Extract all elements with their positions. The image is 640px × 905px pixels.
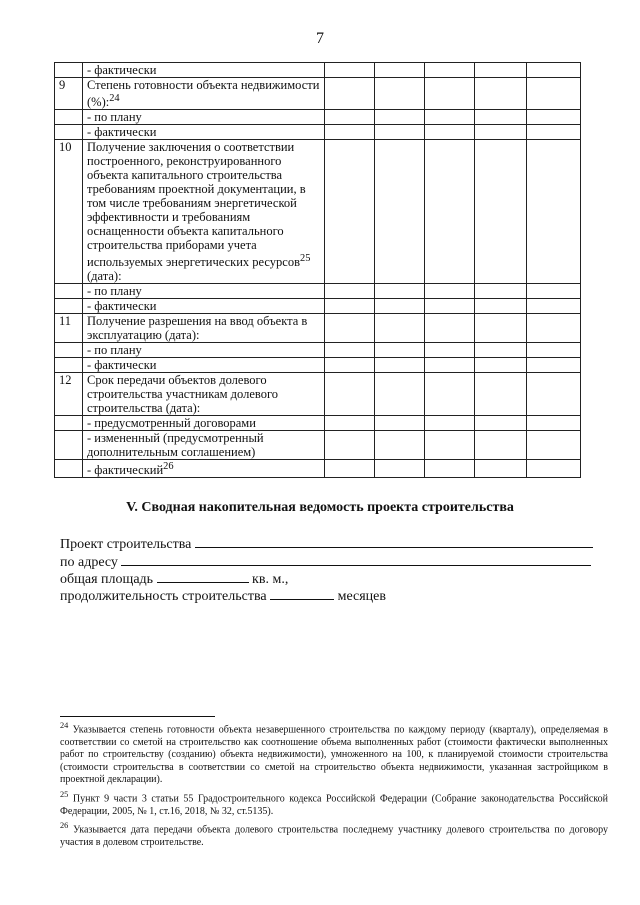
table-row xyxy=(55,110,581,125)
empty-cell xyxy=(475,78,527,110)
empty-cell xyxy=(527,314,581,343)
row-number xyxy=(55,460,83,478)
empty-cell xyxy=(475,140,527,284)
empty-cell xyxy=(527,125,581,140)
duration-unit: месяцев xyxy=(337,589,387,604)
row-number xyxy=(55,63,83,78)
empty-cell xyxy=(375,314,425,343)
row-text: Срок передачи объектов долевого строительства участникам долевого строительства (дата): xyxy=(87,373,279,416)
footnote-mark: 24 xyxy=(60,721,69,730)
row-text: - измененный (предусмотренный дополнительным соглашением) xyxy=(87,431,264,460)
row-number xyxy=(55,125,83,140)
empty-cell xyxy=(475,314,527,343)
project-line xyxy=(60,535,593,553)
empty-cell xyxy=(375,431,425,460)
row-text: Получение разрешения на ввод объекта в эксплуатацию (дата): xyxy=(87,314,308,343)
table-row xyxy=(55,314,581,343)
empty-cell xyxy=(375,78,425,110)
table-row xyxy=(55,373,581,416)
address-line xyxy=(60,553,591,571)
footnote-text: Пункт 9 части 3 статьи 55 Градостроительного кодекса Российской Федерации (Собрание законодательства Российской Федерации, 2005, № 1, ст.16, 2018, № 32, ст.5135). xyxy=(60,793,608,817)
empty-cell xyxy=(475,299,527,314)
table-row xyxy=(55,78,581,110)
table-row xyxy=(55,299,581,314)
row-number xyxy=(55,299,83,314)
footnote-ref: 24 xyxy=(109,93,120,104)
footnote-ref: 26 xyxy=(163,461,174,473)
row-number: 11 xyxy=(55,314,83,343)
row-description xyxy=(83,125,325,140)
row-text: - фактически xyxy=(87,358,157,373)
area-unit: кв. м., xyxy=(252,572,289,587)
empty-cell xyxy=(425,373,475,416)
empty-cell xyxy=(325,140,375,284)
empty-cell xyxy=(425,314,475,343)
footnote-26 xyxy=(60,820,608,849)
footnote-24 xyxy=(60,720,608,787)
row-text: Получение заключения о соответствии построенного, реконструированного объекта капитального строительства требованиям проектной документации, в том числе требованиям энергетической эффективности и требованиям оснащенности объекта капитального строительства приборами учета используемых энергетических ресурсов xyxy=(87,140,306,270)
empty-cell xyxy=(527,343,581,358)
footnote-mark: 25 xyxy=(60,789,69,799)
table-row xyxy=(55,431,581,460)
empty-cell xyxy=(425,78,475,110)
empty-cell xyxy=(527,78,581,110)
footnote-text: Указывается дата передачи объекта долевого строительства последнему участнику долевого строительства по договору участия в долевом строительстве. xyxy=(60,824,608,848)
row-number xyxy=(55,343,83,358)
table-row xyxy=(55,343,581,358)
row-description xyxy=(83,373,325,416)
empty-cell xyxy=(425,125,475,140)
table-row xyxy=(55,416,581,431)
empty-cell xyxy=(475,358,527,373)
empty-cell xyxy=(325,284,375,299)
row-number: 9 xyxy=(55,78,83,110)
empty-cell xyxy=(375,460,425,478)
row-text: - по плану xyxy=(87,284,142,299)
row-number xyxy=(55,284,83,299)
empty-cell xyxy=(325,373,375,416)
empty-cell xyxy=(425,358,475,373)
empty-cell xyxy=(425,140,475,284)
empty-cell xyxy=(375,373,425,416)
empty-cell xyxy=(475,343,527,358)
duration-blank xyxy=(270,587,334,600)
table-row xyxy=(55,63,581,78)
row-description xyxy=(83,78,325,110)
empty-cell xyxy=(375,416,425,431)
empty-cell xyxy=(475,125,527,140)
empty-cell xyxy=(425,284,475,299)
empty-cell xyxy=(325,358,375,373)
empty-cell xyxy=(475,63,527,78)
empty-cell xyxy=(527,416,581,431)
empty-cell xyxy=(475,373,527,416)
area-line xyxy=(60,570,288,588)
empty-cell xyxy=(425,460,475,478)
empty-cell xyxy=(527,431,581,460)
empty-cell xyxy=(475,460,527,478)
empty-cell xyxy=(375,343,425,358)
empty-cell xyxy=(375,358,425,373)
empty-cell xyxy=(325,416,375,431)
duration-line xyxy=(60,587,386,605)
row-number: 12 xyxy=(55,373,83,416)
footnote-ref: 25 xyxy=(299,253,311,265)
empty-cell xyxy=(375,299,425,314)
project-label: Проект строительства xyxy=(60,537,192,552)
empty-cell xyxy=(425,110,475,125)
row-text: - по плану xyxy=(87,343,142,358)
empty-cell xyxy=(425,63,475,78)
row-number: 10 xyxy=(55,140,83,284)
project-blank xyxy=(195,535,593,548)
empty-cell xyxy=(425,299,475,314)
progress-table xyxy=(54,62,581,478)
row-description xyxy=(83,140,325,284)
row-text: - предусмотренный договорами xyxy=(87,416,256,431)
row-text: - фактический xyxy=(87,463,164,478)
area-blank xyxy=(157,570,249,583)
footnote-rule xyxy=(60,716,215,717)
row-text: - фактически xyxy=(87,63,157,77)
empty-cell xyxy=(325,110,375,125)
empty-cell xyxy=(375,110,425,125)
empty-cell xyxy=(475,284,527,299)
empty-cell xyxy=(425,343,475,358)
empty-cell xyxy=(325,125,375,140)
footnotes xyxy=(60,720,608,851)
table-row xyxy=(55,358,581,373)
page-number: 7 xyxy=(316,30,324,47)
empty-cell xyxy=(375,63,425,78)
row-number xyxy=(55,358,83,373)
empty-cell xyxy=(527,358,581,373)
empty-cell xyxy=(527,284,581,299)
empty-cell xyxy=(325,460,375,478)
row-description xyxy=(83,110,325,125)
table-row xyxy=(55,140,581,284)
empty-cell xyxy=(425,416,475,431)
row-number xyxy=(55,416,83,431)
row-description xyxy=(83,416,325,431)
row-number xyxy=(55,431,83,460)
row-description xyxy=(83,460,325,478)
row-text: Степень готовности объекта недвижимости (%): xyxy=(87,78,320,110)
empty-cell xyxy=(425,431,475,460)
row-description xyxy=(83,284,325,299)
duration-label: продолжительность строительства xyxy=(60,589,267,604)
row-description xyxy=(83,343,325,358)
empty-cell xyxy=(325,63,375,78)
row-description xyxy=(83,314,325,343)
area-label: общая площадь xyxy=(60,572,154,587)
address-label: по адресу xyxy=(60,555,118,570)
empty-cell xyxy=(527,110,581,125)
empty-cell xyxy=(325,343,375,358)
row-description xyxy=(83,63,325,78)
table-row xyxy=(55,284,581,299)
footnote-text: Указывается степень готовности объекта незавершенного строительства по каждому периоду (кварталу), определяемая в соответствии со сметой на строительство как соотношение объема выполненных работ (стоимости фактически выполненных работ по строительству (созданию) объекта недвижимости), умноженного на 100, к планируемой стоимости строительства (стоимости строительства в соответствии со сметой на строительство объекта недвижимости, указанная застройщиком в проектной декларации). xyxy=(60,724,608,786)
empty-cell xyxy=(375,125,425,140)
empty-cell xyxy=(375,140,425,284)
row-text: - фактически xyxy=(87,125,157,140)
empty-cell xyxy=(325,314,375,343)
table-row xyxy=(55,125,581,140)
empty-cell xyxy=(527,460,581,478)
footnote-25 xyxy=(60,789,608,818)
row-number xyxy=(55,110,83,125)
empty-cell xyxy=(527,140,581,284)
empty-cell xyxy=(325,299,375,314)
row-description xyxy=(83,431,325,460)
empty-cell xyxy=(325,431,375,460)
footnote-mark: 26 xyxy=(60,821,69,831)
empty-cell xyxy=(475,110,527,125)
empty-cell xyxy=(475,416,527,431)
row-text-suffix: (дата): xyxy=(87,269,122,284)
empty-cell xyxy=(527,299,581,314)
progress-table-body xyxy=(55,63,581,478)
section-title: V. Сводная накопительная ведомость проекта строительства xyxy=(126,500,514,515)
row-description xyxy=(83,358,325,373)
empty-cell xyxy=(375,284,425,299)
row-text: - фактически xyxy=(87,299,157,314)
row-description xyxy=(83,299,325,314)
empty-cell xyxy=(325,78,375,110)
empty-cell xyxy=(475,431,527,460)
empty-cell xyxy=(527,63,581,78)
empty-cell xyxy=(527,373,581,416)
table-row xyxy=(55,460,581,478)
row-text: - по плану xyxy=(87,110,142,125)
address-blank xyxy=(121,553,591,566)
